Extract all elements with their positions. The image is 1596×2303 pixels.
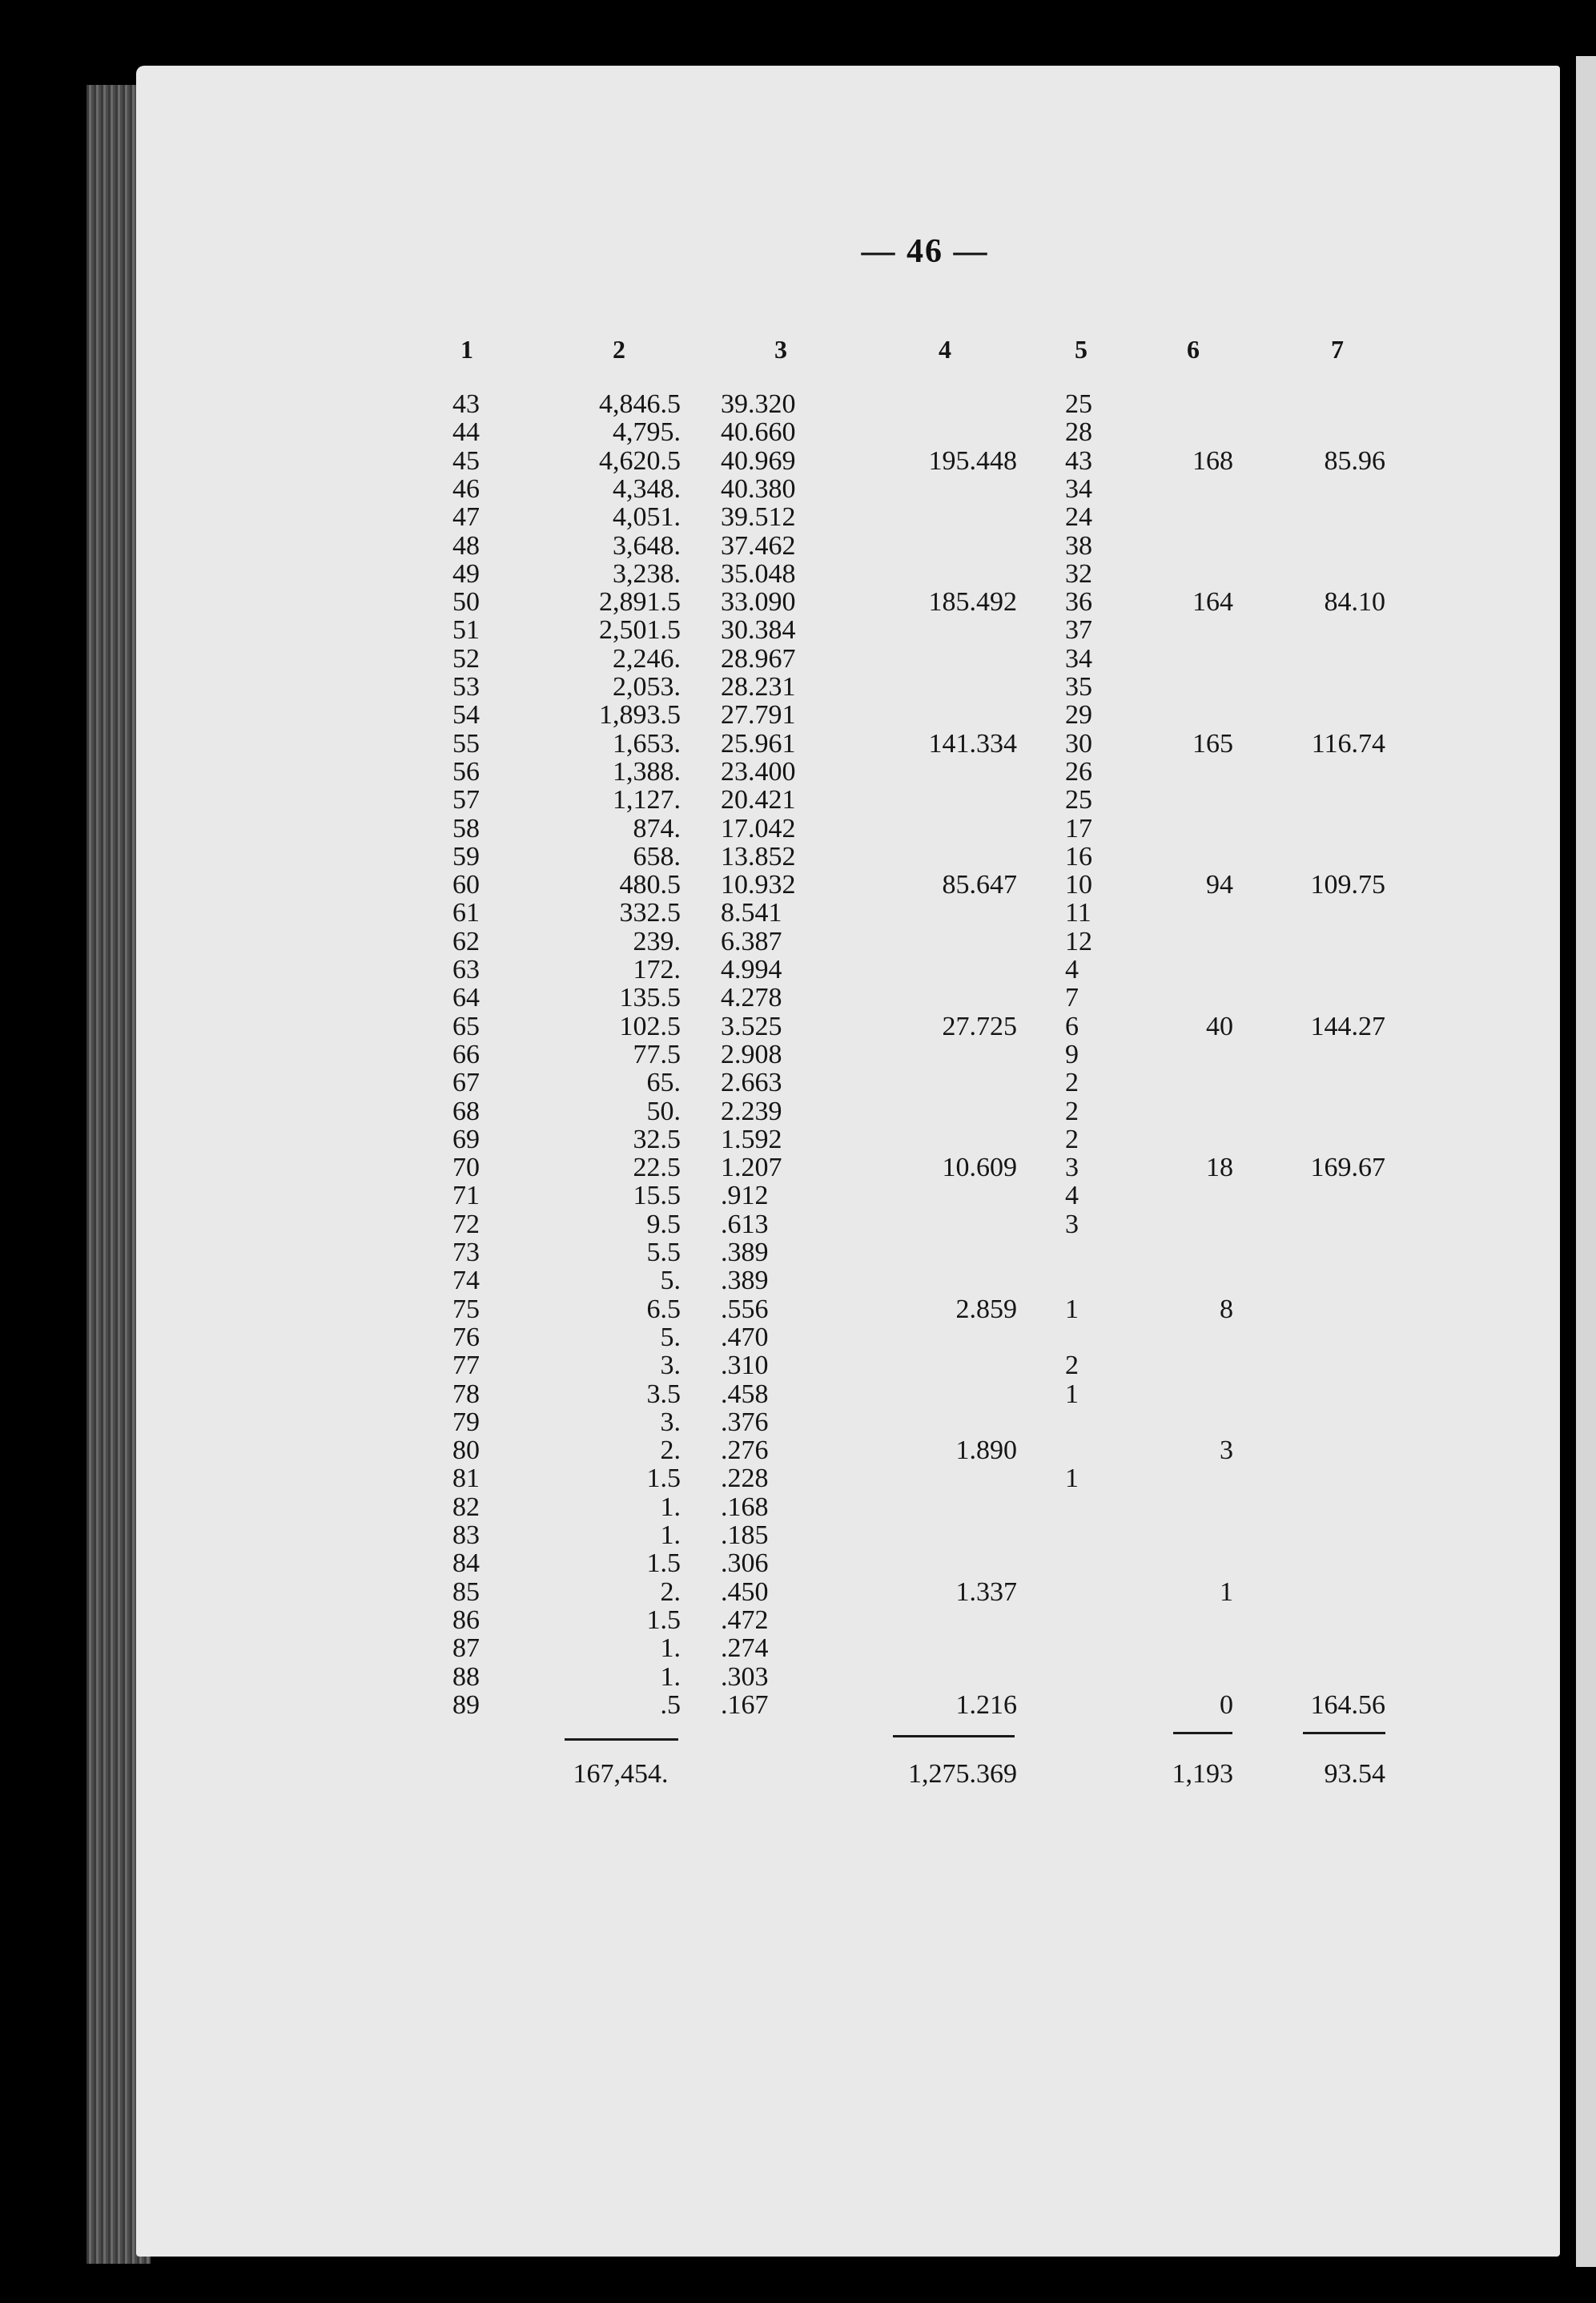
col2-cell: 50. [646, 1097, 681, 1126]
col2-cell: 3,238. [613, 559, 681, 589]
age-cell: 66 [452, 1040, 480, 1069]
col3-cell: 25.961 [721, 729, 796, 759]
col2-cell: 4,620.5 [599, 446, 681, 476]
col4-cell: 1.890 [955, 1435, 1017, 1465]
col5-cell: 10 [1065, 870, 1092, 900]
col2-cell: 22.5 [633, 1153, 681, 1182]
col2-cell: .5 [660, 1690, 681, 1720]
age-cell: 63 [452, 955, 480, 984]
age-cell: 65 [452, 1012, 480, 1041]
col4-cell: 195.448 [928, 446, 1017, 476]
age-cell: 87 [452, 1633, 480, 1663]
col3-cell: .470 [721, 1323, 769, 1352]
col2-cell: 6.5 [646, 1294, 681, 1324]
col3-cell: .376 [721, 1407, 769, 1437]
col4-cell: 10.609 [942, 1153, 1017, 1182]
col2-cell: 1. [660, 1662, 681, 1692]
col2-cell: 3. [660, 1351, 681, 1380]
age-cell: 64 [452, 983, 480, 1013]
col2-cell: 1. [660, 1520, 681, 1550]
col5-cell: 30 [1065, 729, 1092, 759]
age-cell: 51 [452, 615, 480, 645]
col6-cell: 168 [1192, 446, 1233, 476]
col2-cell: 32.5 [633, 1125, 681, 1154]
column-header-2: 2 [613, 335, 625, 364]
col2-cell: 1. [660, 1633, 681, 1663]
col2-cell: 102.5 [619, 1012, 681, 1041]
col2-cell: 5. [660, 1323, 681, 1352]
col5-cell: 7 [1065, 983, 1079, 1013]
col2-cell: 1. [660, 1492, 681, 1522]
col6-cell: 1 [1220, 1577, 1233, 1607]
column-header-7: 7 [1331, 335, 1344, 364]
col4-cell: 27.725 [942, 1012, 1017, 1041]
col2-cell: 2,891.5 [599, 587, 681, 617]
total-rule-col2 [565, 1738, 678, 1741]
col3-cell: 35.048 [721, 559, 796, 589]
col3-cell: .310 [721, 1351, 769, 1380]
col3-cell: 28.231 [721, 672, 796, 702]
col5-cell: 24 [1065, 502, 1092, 532]
total-col7: 93.54 [1324, 1759, 1385, 1789]
age-cell: 82 [452, 1492, 480, 1522]
col3-cell: .303 [721, 1662, 769, 1692]
col3-cell: .912 [721, 1181, 769, 1210]
age-cell: 56 [452, 757, 480, 787]
col3-cell: .450 [721, 1577, 769, 1607]
col2-cell: 4,795. [613, 417, 681, 447]
col3-cell: 13.852 [721, 842, 796, 872]
col3-cell: .274 [721, 1633, 769, 1663]
col2-cell: 2,053. [613, 672, 681, 702]
col5-cell: 2 [1065, 1125, 1079, 1154]
col2-cell: 1.5 [646, 1464, 681, 1493]
col4-cell: 185.492 [928, 587, 1017, 617]
col3-cell: 30.384 [721, 615, 796, 645]
col6-cell: 165 [1192, 729, 1233, 759]
age-cell: 83 [452, 1520, 480, 1550]
col3-cell: 4.994 [721, 955, 782, 984]
age-cell: 47 [452, 502, 480, 532]
age-cell: 71 [452, 1181, 480, 1210]
age-cell: 61 [452, 898, 480, 928]
age-cell: 89 [452, 1690, 480, 1720]
total-rule-col7 [1303, 1732, 1385, 1734]
col5-cell: 32 [1065, 559, 1092, 589]
col3-cell: 1.592 [721, 1125, 782, 1154]
col6-cell: 3 [1220, 1435, 1233, 1465]
col2-cell: 1,893.5 [599, 700, 681, 730]
col3-cell: 17.042 [721, 814, 796, 843]
age-cell: 74 [452, 1266, 480, 1295]
col3-cell: 28.967 [721, 644, 796, 674]
col3-cell: 39.512 [721, 502, 796, 532]
col5-cell: 2 [1065, 1351, 1079, 1380]
column-header-6: 6 [1187, 335, 1200, 364]
col3-cell: 40.380 [721, 474, 796, 504]
col5-cell: 12 [1065, 927, 1092, 956]
age-cell: 58 [452, 814, 480, 843]
col3-cell: .472 [721, 1605, 769, 1635]
col5-cell: 1 [1065, 1464, 1079, 1493]
col6-cell: 18 [1206, 1153, 1233, 1182]
col5-cell: 34 [1065, 474, 1092, 504]
col6-cell: 0 [1220, 1690, 1233, 1720]
age-cell: 49 [452, 559, 480, 589]
column-header-3: 3 [774, 335, 787, 364]
col5-cell: 26 [1065, 757, 1092, 787]
col3-cell: .613 [721, 1210, 769, 1239]
col3-cell: 23.400 [721, 757, 796, 787]
col4-cell: 1.216 [955, 1690, 1017, 1720]
age-cell: 81 [452, 1464, 480, 1493]
col3-cell: 40.969 [721, 446, 796, 476]
total-rule-col6 [1173, 1732, 1232, 1734]
total-col4: 1,275.369 [908, 1759, 1017, 1789]
col3-cell: .167 [721, 1690, 769, 1720]
col5-cell: 35 [1065, 672, 1092, 702]
col5-cell: 29 [1065, 700, 1092, 730]
col5-cell: 25 [1065, 785, 1092, 815]
col2-cell: 77.5 [633, 1040, 681, 1069]
age-cell: 72 [452, 1210, 480, 1239]
col7-cell: 84.10 [1324, 587, 1385, 617]
col6-cell: 164 [1192, 587, 1233, 617]
col2-cell: 480.5 [619, 870, 681, 900]
col3-cell: .389 [721, 1266, 769, 1295]
age-cell: 53 [452, 672, 480, 702]
age-cell: 62 [452, 927, 480, 956]
col5-cell: 3 [1065, 1210, 1079, 1239]
age-cell: 70 [452, 1153, 480, 1182]
age-cell: 67 [452, 1068, 480, 1097]
col5-cell: 3 [1065, 1153, 1079, 1182]
col2-cell: 874. [633, 814, 681, 843]
col7-cell: 169.67 [1310, 1153, 1385, 1182]
col5-cell: 4 [1065, 955, 1079, 984]
col3-cell: 39.320 [721, 389, 796, 419]
column-header-5: 5 [1075, 335, 1087, 364]
col2-cell: 1.5 [646, 1605, 681, 1635]
col2-cell: 4,348. [613, 474, 681, 504]
col3-cell: .228 [721, 1464, 769, 1493]
col5-cell: 38 [1065, 531, 1092, 561]
col5-cell: 34 [1065, 644, 1092, 674]
age-cell: 59 [452, 842, 480, 872]
col6-cell: 94 [1206, 870, 1233, 900]
col5-cell: 36 [1065, 587, 1092, 617]
col2-cell: 332.5 [619, 898, 681, 928]
col4-cell: 2.859 [955, 1294, 1017, 1324]
column-header-4: 4 [939, 335, 951, 364]
age-cell: 80 [452, 1435, 480, 1465]
col2-cell: 172. [633, 955, 681, 984]
age-cell: 88 [452, 1662, 480, 1692]
col5-cell: 2 [1065, 1097, 1079, 1126]
col5-cell: 4 [1065, 1181, 1079, 1210]
col6-cell: 8 [1220, 1294, 1233, 1324]
page-number: — 46 — [861, 233, 989, 270]
col4-cell: 141.334 [928, 729, 1017, 759]
col3-cell: 6.387 [721, 927, 782, 956]
col3-cell: 27.791 [721, 700, 796, 730]
age-cell: 50 [452, 587, 480, 617]
col2-cell: 239. [633, 927, 681, 956]
age-cell: 45 [452, 446, 480, 476]
col2-cell: 5. [660, 1266, 681, 1295]
col2-cell: 65. [646, 1068, 681, 1097]
col2-cell: 4,846.5 [599, 389, 681, 419]
age-cell: 78 [452, 1379, 480, 1409]
col5-cell: 25 [1065, 389, 1092, 419]
col2-cell: 3,648. [613, 531, 681, 561]
age-cell: 68 [452, 1097, 480, 1126]
col3-cell: .389 [721, 1238, 769, 1267]
age-cell: 85 [452, 1577, 480, 1607]
age-cell: 60 [452, 870, 480, 900]
col3-cell: 40.660 [721, 417, 796, 447]
col3-cell: .306 [721, 1548, 769, 1578]
col2-cell: 658. [633, 842, 681, 872]
col2-cell: 5.5 [646, 1238, 681, 1267]
col5-cell: 1 [1065, 1379, 1079, 1409]
age-cell: 79 [452, 1407, 480, 1437]
col5-cell: 16 [1065, 842, 1092, 872]
col5-cell: 43 [1065, 446, 1092, 476]
age-cell: 73 [452, 1238, 480, 1267]
col2-cell: 1,388. [613, 757, 681, 787]
total-col2: 167,454. [573, 1759, 669, 1789]
total-rule-col4 [893, 1735, 1015, 1737]
col2-cell: 2,501.5 [599, 615, 681, 645]
col3-cell: 2.663 [721, 1068, 782, 1097]
col7-cell: 164.56 [1310, 1690, 1385, 1720]
col7-cell: 144.27 [1310, 1012, 1385, 1041]
col2-cell: 3.5 [646, 1379, 681, 1409]
col2-cell: 2. [660, 1577, 681, 1607]
col2-cell: 135.5 [619, 983, 681, 1013]
column-header-1: 1 [460, 335, 473, 364]
age-cell: 44 [452, 417, 480, 447]
col3-cell: 4.278 [721, 983, 782, 1013]
col5-cell: 2 [1065, 1068, 1079, 1097]
col2-cell: 2,246. [613, 644, 681, 674]
age-cell: 77 [452, 1351, 480, 1380]
col3-cell: .168 [721, 1492, 769, 1522]
col3-cell: 33.090 [721, 587, 796, 617]
col5-cell: 1 [1065, 1294, 1079, 1324]
col2-cell: 4,051. [613, 502, 681, 532]
col3-cell: .556 [721, 1294, 769, 1324]
age-cell: 76 [452, 1323, 480, 1352]
col5-cell: 6 [1065, 1012, 1079, 1041]
col3-cell: 37.462 [721, 531, 796, 561]
col5-cell: 17 [1065, 814, 1092, 843]
age-cell: 48 [452, 531, 480, 561]
col3-cell: 20.421 [721, 785, 796, 815]
col5-cell: 28 [1065, 417, 1092, 447]
age-cell: 54 [452, 700, 480, 730]
col2-cell: 15.5 [633, 1181, 681, 1210]
col3-cell: 2.239 [721, 1097, 782, 1126]
col2-cell: 1,653. [613, 729, 681, 759]
age-cell: 43 [452, 389, 480, 419]
col3-cell: 2.908 [721, 1040, 782, 1069]
col3-cell: 3.525 [721, 1012, 782, 1041]
col4-cell: 85.647 [942, 870, 1017, 900]
col3-cell: 10.932 [721, 870, 796, 900]
age-cell: 86 [452, 1605, 480, 1635]
age-cell: 69 [452, 1125, 480, 1154]
total-col6: 1,193 [1172, 1759, 1233, 1789]
col3-cell: 8.541 [721, 898, 782, 928]
col3-cell: 1.207 [721, 1153, 782, 1182]
col3-cell: .458 [721, 1379, 769, 1409]
facing-page-edge [1576, 56, 1596, 2267]
col7-cell: 85.96 [1324, 446, 1385, 476]
col7-cell: 116.74 [1311, 729, 1385, 759]
col5-cell: 37 [1065, 615, 1092, 645]
col2-cell: 3. [660, 1407, 681, 1437]
age-cell: 52 [452, 644, 480, 674]
col5-cell: 9 [1065, 1040, 1079, 1069]
col6-cell: 40 [1206, 1012, 1233, 1041]
col2-cell: 1.5 [646, 1548, 681, 1578]
col3-cell: .276 [721, 1435, 769, 1465]
age-cell: 75 [452, 1294, 480, 1324]
col5-cell: 11 [1065, 898, 1091, 928]
col2-cell: 9.5 [646, 1210, 681, 1239]
col3-cell: .185 [721, 1520, 769, 1550]
col4-cell: 1.337 [955, 1577, 1017, 1607]
age-cell: 57 [452, 785, 480, 815]
col2-cell: 2. [660, 1435, 681, 1465]
col2-cell: 1,127. [613, 785, 681, 815]
col7-cell: 109.75 [1310, 870, 1385, 900]
age-cell: 84 [452, 1548, 480, 1578]
age-cell: 55 [452, 729, 480, 759]
age-cell: 46 [452, 474, 480, 504]
